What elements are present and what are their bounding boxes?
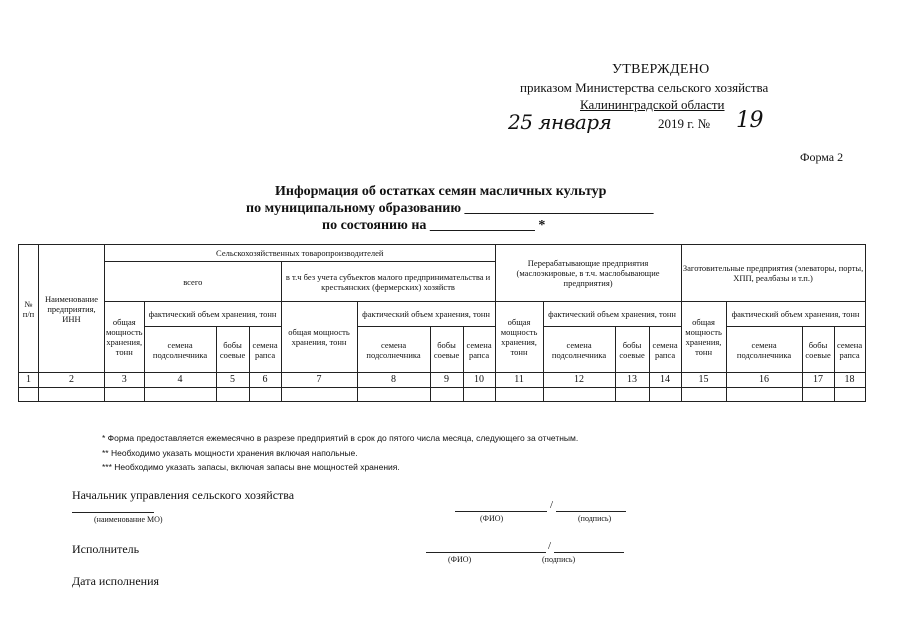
handwritten-date: 25 января bbox=[508, 110, 612, 134]
col-name-header: Наименование предприятия, ИНН bbox=[39, 245, 105, 373]
slash: / bbox=[548, 540, 552, 552]
sunflower-header: семена подсолнечника bbox=[543, 327, 615, 373]
column-number: 12 bbox=[543, 373, 615, 388]
exec-fio-line bbox=[426, 552, 546, 553]
column-number: 5 bbox=[216, 373, 249, 388]
execution-date-label: Дата исполнения bbox=[72, 574, 160, 588]
column-number: 1 bbox=[19, 373, 39, 388]
fio-caption: (ФИО) bbox=[480, 514, 504, 523]
form-label: Форма 2 bbox=[800, 150, 844, 164]
column-number: 15 bbox=[681, 373, 726, 388]
column-number: 2 bbox=[39, 373, 105, 388]
mo-caption: (наименование МО) bbox=[94, 515, 163, 524]
column-number-row bbox=[19, 373, 866, 388]
approval-region-line: Калининградской области bbox=[580, 97, 725, 112]
footnote-3: *** Необходимо указать запасы, включая запасы вне мощностей хранения. bbox=[102, 462, 400, 472]
column-number: 7 bbox=[281, 373, 357, 388]
head-title: Начальник управления сельского хозяйства bbox=[72, 488, 295, 502]
total-capacity-header: общая мощность хранения, тонн bbox=[105, 302, 145, 373]
approval-order-line: приказом Министерства сельского хозяйства bbox=[520, 80, 769, 95]
column-number: 4 bbox=[144, 373, 216, 388]
sign-line bbox=[556, 511, 626, 512]
actual-volume-header: фактический объем хранения, тонн bbox=[144, 302, 281, 327]
exec-sign-caption: (подпись) bbox=[542, 555, 576, 564]
executor-label: Исполнитель bbox=[72, 542, 140, 556]
exec-fio-caption: (ФИО) bbox=[448, 555, 472, 564]
column-number: 3 bbox=[105, 373, 145, 388]
soy-header: бобы соевые bbox=[430, 327, 463, 373]
empty-data-row bbox=[19, 388, 866, 402]
sub-total-header: всего bbox=[105, 262, 282, 302]
exec-sign-line bbox=[554, 552, 624, 553]
column-number: 6 bbox=[249, 373, 281, 388]
footnote-1: * Форма предоставляется ежемесячно в разрезе предприятий в срок до пятого числа месяца, следующего за отчетным. bbox=[102, 433, 579, 443]
oilseed-table bbox=[18, 244, 866, 402]
total-capacity-header: общая мощность хранения, тонн bbox=[281, 302, 357, 373]
year-number-label: 2019 г. № bbox=[658, 116, 711, 131]
sunflower-header: семена подсолнечника bbox=[144, 327, 216, 373]
actual-volume-header: фактический объем хранения, тонн bbox=[726, 302, 865, 327]
soy-header: бобы соевые bbox=[615, 327, 649, 373]
group-stor-header: Заготовительные предприятия (элеваторы, порты, ХПП, реалбазы и т.п.) bbox=[681, 245, 865, 302]
sign-caption: (подпись) bbox=[578, 514, 612, 523]
rape-header: семена рапса bbox=[463, 327, 495, 373]
column-number: 16 bbox=[726, 373, 802, 388]
mo-line bbox=[72, 512, 154, 513]
total-capacity-header: общая мощность хранения, тонн bbox=[495, 302, 543, 373]
column-number: 17 bbox=[802, 373, 834, 388]
sub-excl-header: в т.ч без учета субъектов малого предпринимательства и крестьянских (фермерских) хозяйств bbox=[281, 262, 495, 302]
sunflower-header: семена подсолнечника bbox=[726, 327, 802, 373]
soy-header: бобы соевые bbox=[802, 327, 834, 373]
group-proc-header: Перерабатывающие предприятия (маслоэкировые, в т.ч. маслобывающие предприятия) bbox=[495, 245, 681, 302]
total-capacity-header: общая мощность хранения, тонн bbox=[681, 302, 726, 373]
column-number: 14 bbox=[649, 373, 681, 388]
fio-line bbox=[455, 511, 547, 512]
soy-header: бобы соевые bbox=[216, 327, 249, 373]
col-no-header: № п/п bbox=[19, 245, 39, 373]
rape-header: семена рапса bbox=[834, 327, 865, 373]
doc-title-line3: по состоянию на _______________ * bbox=[322, 218, 546, 233]
doc-title-line1: Информация об остатках семян масличных культур bbox=[275, 184, 607, 199]
rape-header: семена рапса bbox=[649, 327, 681, 373]
approval-title: УТВЕРЖДЕНО bbox=[612, 62, 710, 77]
column-number: 13 bbox=[615, 373, 649, 388]
column-number: 11 bbox=[495, 373, 543, 388]
slash: / bbox=[550, 499, 554, 511]
column-number: 10 bbox=[463, 373, 495, 388]
column-number: 8 bbox=[357, 373, 430, 388]
column-number: 18 bbox=[834, 373, 865, 388]
doc-title-line2: по муниципальному образованию ___________________________ bbox=[246, 201, 654, 216]
column-number: 9 bbox=[430, 373, 463, 388]
group-agri-header: Сельскохозяйственных товаропроизводителей bbox=[105, 245, 496, 262]
footnote-2: ** Необходимо указать мощности хранения включая напольные. bbox=[102, 448, 358, 458]
actual-volume-header: фактический объем хранения, тонн bbox=[543, 302, 681, 327]
handwritten-number: 19 bbox=[736, 108, 763, 133]
approval-year-text bbox=[658, 116, 710, 132]
actual-volume-header: фактический объем хранения, тонн bbox=[357, 302, 495, 327]
rape-header: семена рапса bbox=[249, 327, 281, 373]
sunflower-header: семена подсолнечника bbox=[357, 327, 430, 373]
